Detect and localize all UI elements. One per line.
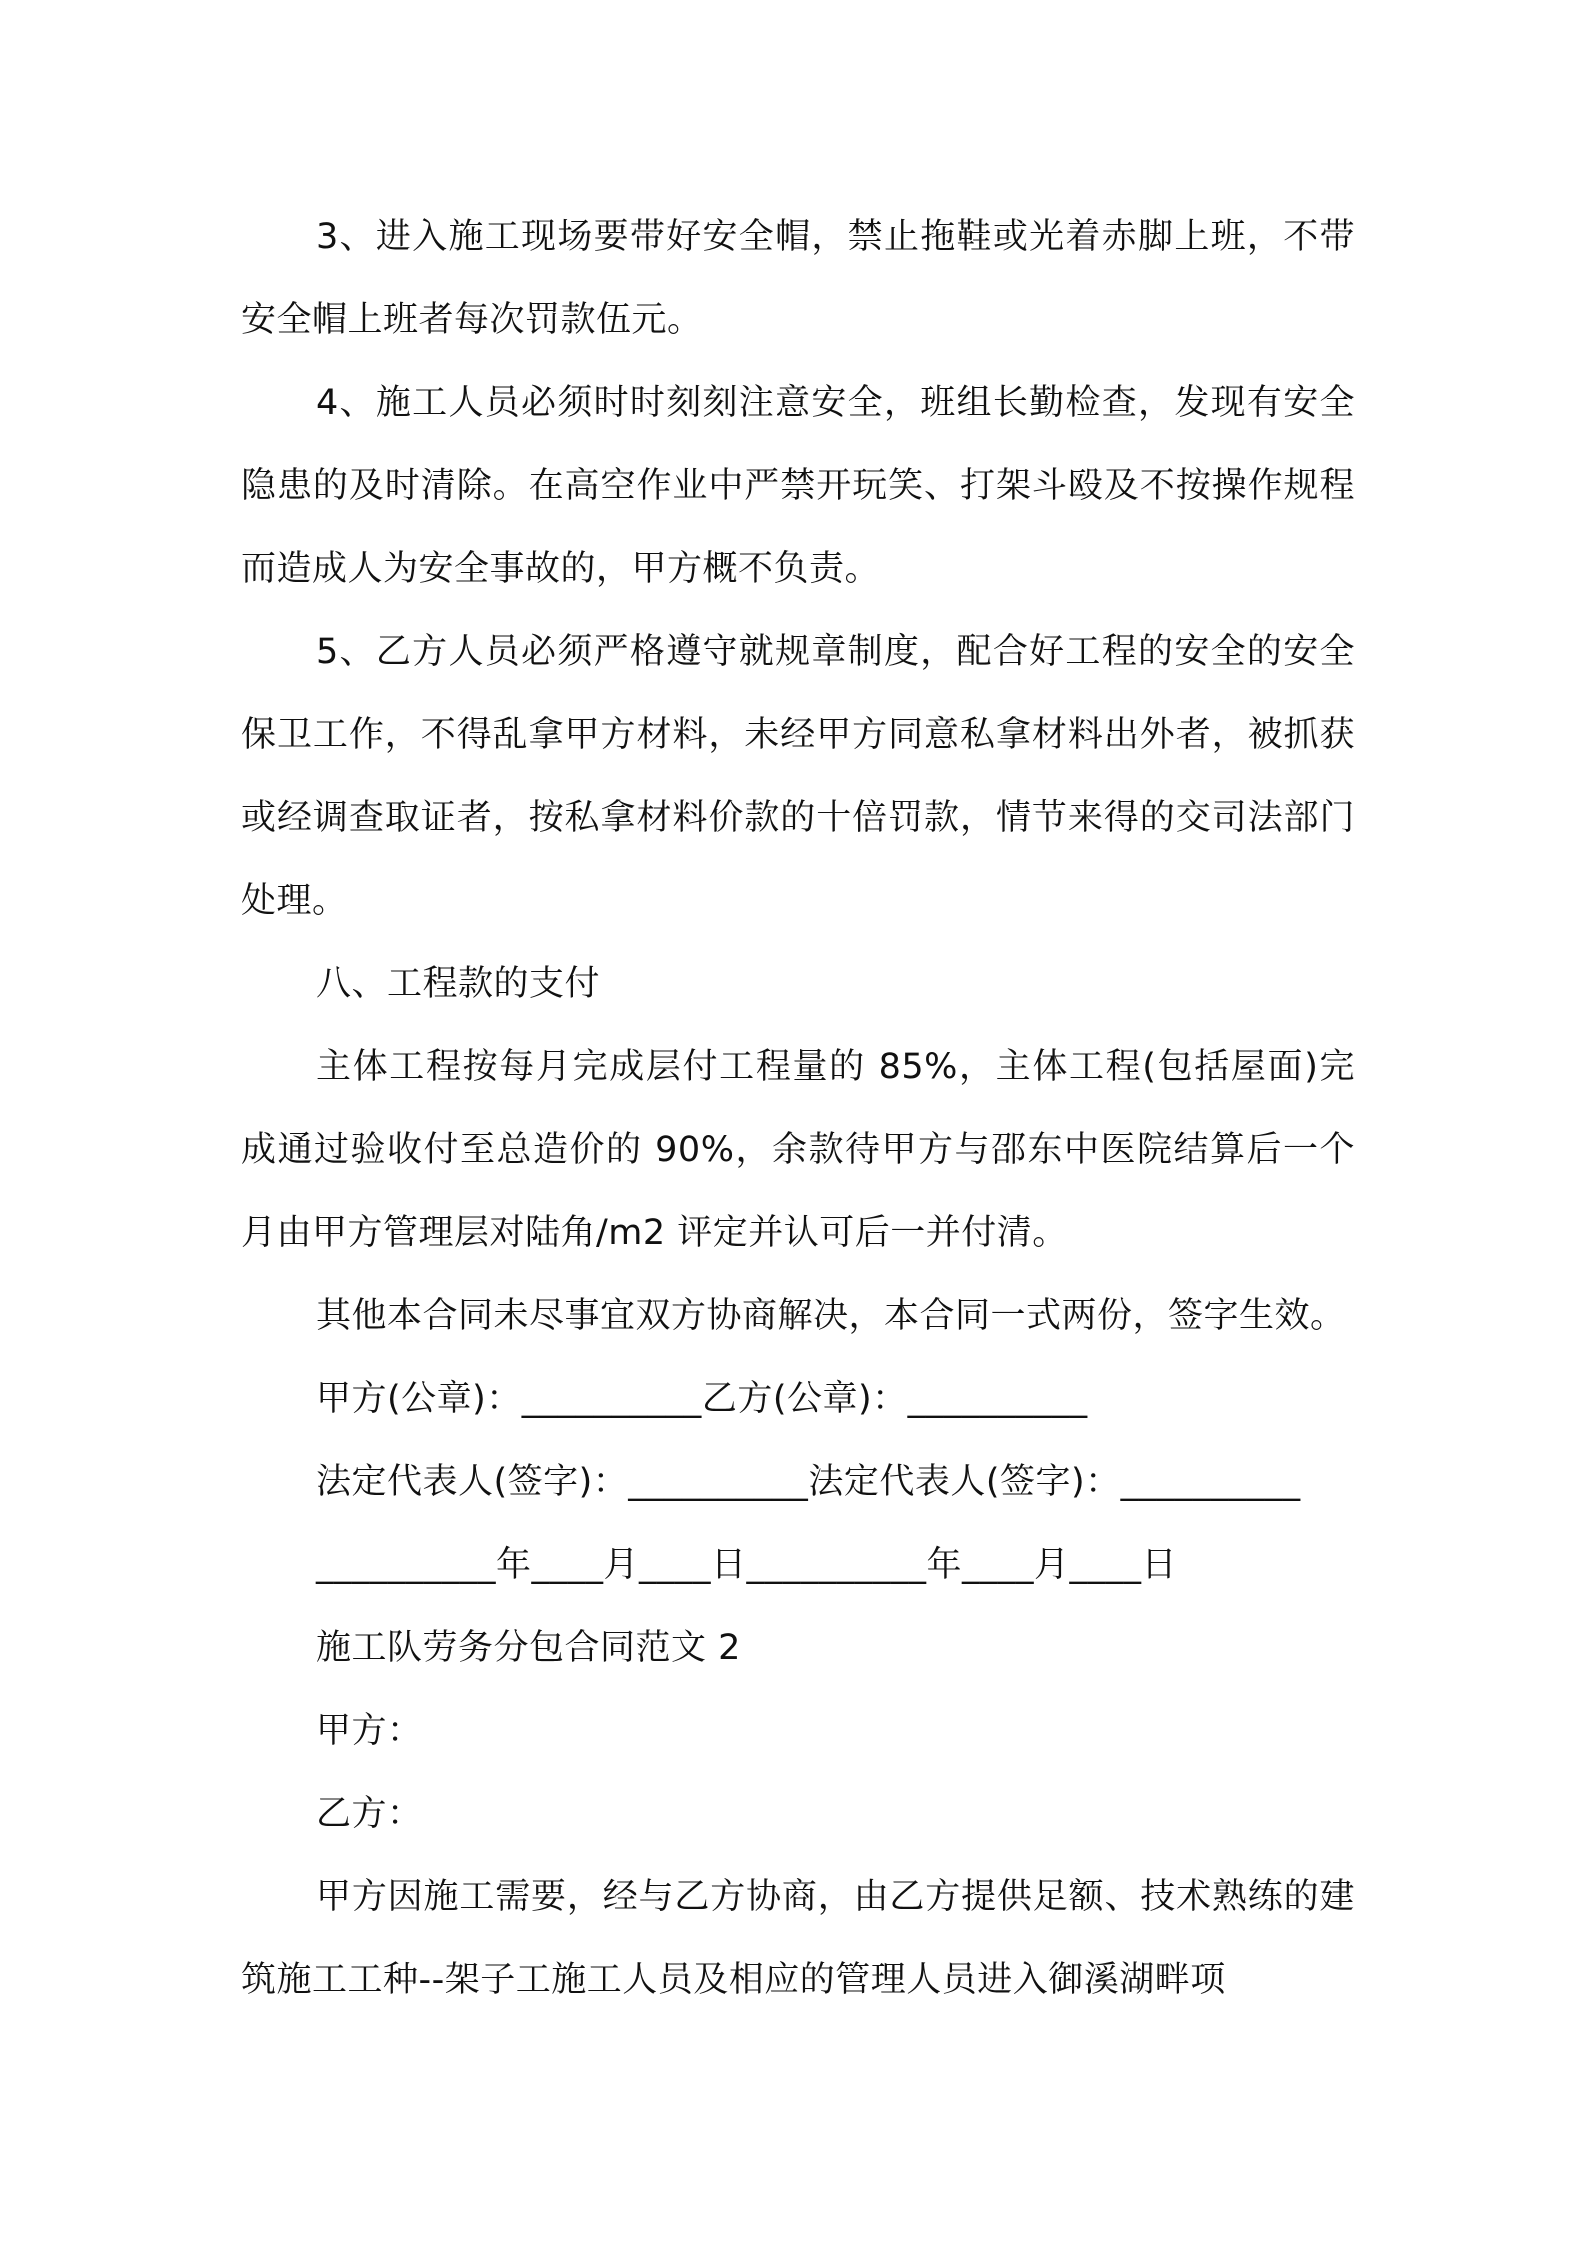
clause-3: 3、进入施工现场要带好安全帽，禁止拖鞋或光着赤脚上班，不带安全帽上班者每次罚款伍元。 (241, 217, 1355, 340)
contract2-party-a: 甲方： (316, 1711, 423, 1751)
clause-4: 4、施工人员必须时时刻刻注意安全，班组长勤检查，发现有安全隐患的及时清除。在高空作业中严禁开玩笑、打架斗殴及不按操作规程而造成人为安全事故的，甲方概不负责。 (241, 383, 1355, 589)
party-b-seal-field: 乙方(公章)：__________ (701, 1379, 1088, 1419)
date-line: __________年____月____日__________年____月____日 (316, 1545, 1178, 1585)
other-matters-paragraph: 其他本合同未尽事宜双方协商解决，本合同一式两份，签字生效。 (316, 1296, 1346, 1336)
seal-line (241, 1358, 1355, 1441)
contract2-title: 施工队劳务分包合同范文 2 (316, 1628, 741, 1668)
representative-line (241, 1441, 1355, 1524)
rep-b-signature-field: 法定代表人(签字)：__________ (808, 1462, 1301, 1502)
document-body (241, 196, 1355, 2022)
section-heading-payment: 八、工程款的支付 (316, 964, 601, 1004)
rep-a-signature-field: 法定代表人(签字)：__________ (316, 1462, 809, 1502)
payment-paragraph: 主体工程按每月完成层付工程量的 85%，主体工程(包括屋面)完成通过验收付至总造价的 90%，余款待甲方与邵东中医院结算后一个月由甲方管理层对陆角/m2 评定并认可后一并付清。 (241, 1047, 1355, 1253)
clause-5: 5、乙方人员必须严格遵守就规章制度，配合好工程的安全的安全保卫工作，不得乱拿甲方材料，未经甲方同意私拿材料出外者，被抓获或经调查取证者，按私拿材料价款的十倍罚款，情节来得的交司法部门处理。 (241, 632, 1355, 921)
contract2-intro: 甲方因施工需要，经与乙方协商，由乙方提供足额、技术熟练的建筑施工工种--架子工施工人员及相应的管理人员进入御溪湖畔项 (241, 1877, 1355, 2000)
contract2-party-b: 乙方： (316, 1794, 423, 1834)
party-a-seal-field: 甲方(公章)：__________ (316, 1379, 702, 1419)
